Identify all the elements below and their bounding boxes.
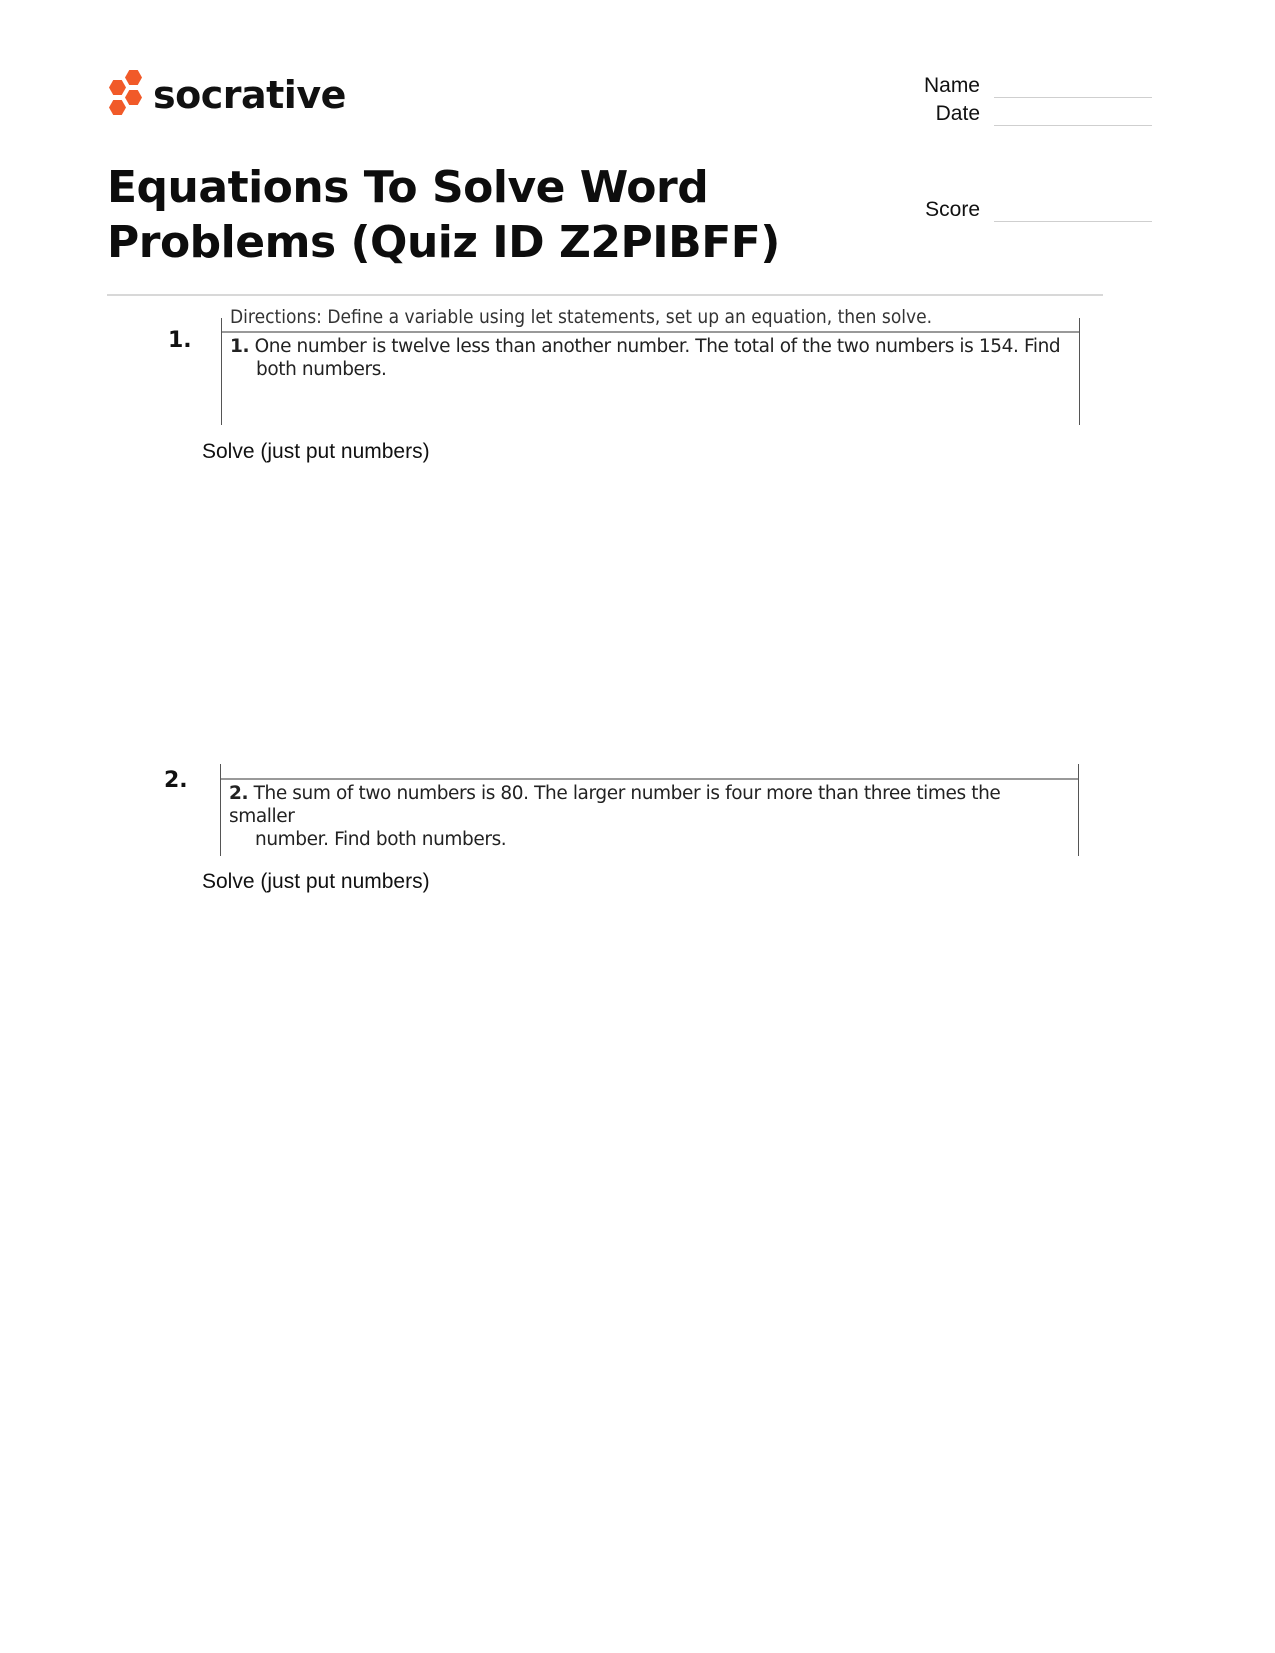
- question-text: [230, 335, 1069, 381]
- question-image: [220, 764, 1079, 856]
- question-image-number: 1.: [230, 336, 250, 357]
- name-input-line[interactable]: [994, 79, 1152, 98]
- cropped-directions-text: Directions: Define a variable using let statements, set up an equation, then solve.: [230, 306, 933, 328]
- question-line-1: The sum of two numbers is 80. The larger number is four more than three times the smaller: [229, 783, 1001, 827]
- page-title: Equations To Solve Word Problems (Quiz ID Z2PIBFF): [107, 162, 780, 268]
- date-label: Date: [935, 102, 980, 125]
- brand-name: socrative: [153, 73, 346, 117]
- header-divider: [107, 294, 1103, 296]
- question-image: [221, 306, 1080, 425]
- socrative-logo: [107, 70, 346, 120]
- image-border-top: [222, 331, 1079, 333]
- score-input-line[interactable]: [994, 203, 1152, 222]
- question-line-2: both numbers.: [256, 359, 387, 380]
- question-line-2: number. Find both numbers.: [255, 829, 507, 850]
- answer-prompt: Solve (just put numbers): [202, 870, 430, 893]
- question-line-1: One number is twelve less than another number. The total of the two numbers is 154. Find: [254, 336, 1061, 357]
- name-field[interactable]: [860, 74, 1152, 98]
- score-field[interactable]: [860, 198, 1152, 222]
- question-text: [229, 782, 1068, 851]
- score-label: Score: [925, 198, 980, 221]
- question-number: 1.: [168, 328, 192, 353]
- name-label: Name: [923, 74, 980, 97]
- question-number: 2.: [164, 768, 188, 793]
- answer-prompt: Solve (just put numbers): [202, 440, 430, 463]
- date-input-line[interactable]: [994, 107, 1152, 126]
- image-border-top: [221, 778, 1078, 780]
- date-field[interactable]: [860, 102, 1152, 126]
- hexagon-cluster-logo-icon: [107, 70, 145, 120]
- question-image-number: 2.: [229, 783, 249, 804]
